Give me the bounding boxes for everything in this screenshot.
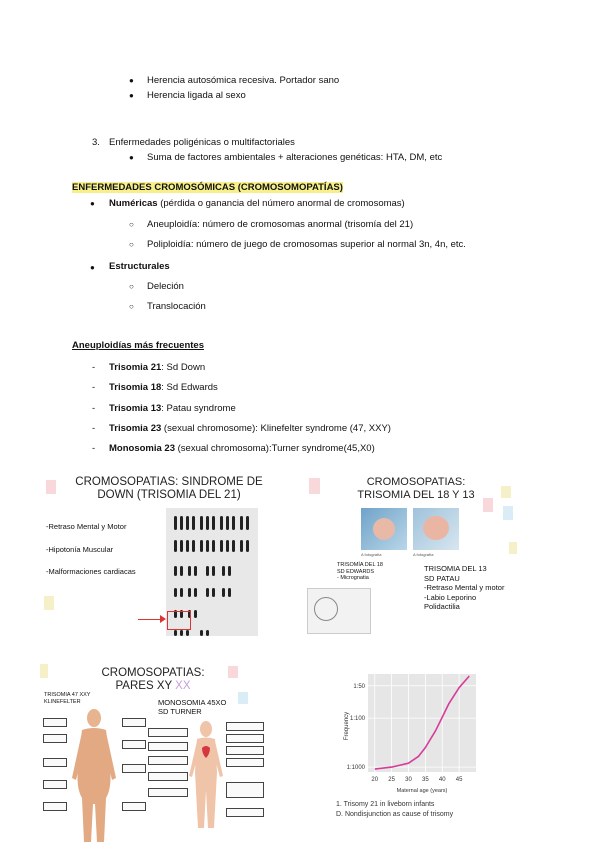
list-item (109, 382, 218, 394)
trisomy-chart (300, 668, 490, 818)
bold-term: Trisomia 23 (109, 423, 162, 434)
slide-trisomy-graph (300, 668, 490, 844)
slide-title-line: DOWN (TRISOMIA DEL 21) (97, 489, 241, 501)
chromosome (174, 566, 177, 576)
label-line: - Micrognatia (337, 575, 369, 581)
section-number: 3. (92, 137, 100, 148)
chromosome (246, 516, 249, 530)
x-tick-label: 30 (405, 777, 412, 783)
chromosome (206, 540, 209, 552)
y-axis-label: Frequency (344, 711, 350, 741)
chromosome (180, 566, 183, 576)
slide-title-line: TRISOMIA DEL 18 Y 13 (357, 489, 475, 501)
chromosome (180, 516, 183, 530)
chromosome (212, 516, 215, 530)
chromosome (186, 516, 189, 530)
callout-box (43, 718, 67, 727)
baby-face (423, 516, 449, 540)
chromosome (222, 588, 225, 597)
chromosome (188, 566, 191, 576)
chromosome (180, 540, 183, 552)
circle-bullet: ○ (129, 302, 134, 311)
klinefelter-body-figure (68, 708, 120, 844)
chromosome (192, 540, 195, 552)
section-heading (72, 182, 343, 194)
label-line: MONOSOMIA 45XO (158, 698, 227, 707)
baby-photo-left (361, 508, 407, 550)
term-description: : Sd Edwards (161, 382, 218, 393)
xx-marks: XX (175, 680, 191, 692)
slide-title (40, 476, 298, 502)
label-line: SD TURNER (158, 707, 202, 716)
list-item (109, 423, 391, 435)
slide-down-syndrome (40, 468, 298, 640)
decor-square (44, 596, 54, 610)
bullet-dot: ● (129, 91, 134, 100)
y-tick-label: 1:50 (353, 683, 365, 690)
chromosome (206, 516, 209, 530)
diagram-circle (314, 597, 338, 621)
chromosome (206, 630, 209, 636)
callout-box (43, 780, 67, 789)
list-item (109, 443, 375, 455)
dash-marker: - (92, 443, 96, 454)
slide-point: -Malformaciones cardiacas (46, 567, 136, 576)
callout-box (148, 756, 188, 765)
turner-label (158, 698, 226, 716)
term-description: : Patau syndrome (161, 403, 236, 414)
y-tick-label: 1:1000 (346, 765, 365, 772)
list-item: Aneuploidía: número de cromosomas anormal (trisomía del 21) (147, 219, 414, 230)
chromosome (174, 630, 177, 636)
label-line: KLINEFELTER (44, 698, 81, 705)
chromosome (226, 540, 229, 552)
section-heading: Aneuploidías más frecuentes (72, 340, 204, 351)
callout-box (148, 742, 188, 751)
graph-caption: 1. Trisomy 21 in liveborn infants (336, 801, 435, 808)
x-tick-label: 20 (371, 777, 379, 783)
chromosome (206, 588, 209, 597)
section-title: Enfermedades poligénicas o multifactoriales (109, 137, 295, 148)
chromosome (194, 588, 197, 597)
chromosome (222, 566, 225, 576)
x-tick-label: 40 (438, 777, 446, 783)
callout-box (226, 734, 264, 743)
chromosome (200, 630, 203, 636)
trisomy-highlight-box (167, 611, 191, 630)
trisomy-18-label (337, 562, 383, 582)
label-line: SD PATAU (424, 573, 460, 583)
chromosome (212, 540, 215, 552)
callout-box (148, 788, 188, 797)
chromosome (174, 540, 177, 552)
plot-area (368, 674, 476, 772)
highlighted-heading: ENFERMEDADES CROMOSÓMICAS (CROMOSOMOPATÍAS) (72, 182, 343, 193)
term-description: (sexual chromosoma):Turner syndrome(45,X0) (175, 443, 375, 454)
list-item: Estructurales (109, 261, 170, 272)
label-line: Polidactilia (424, 602, 460, 611)
callout-box (122, 740, 146, 749)
trisomy-13-label (424, 564, 504, 612)
callout-box (148, 728, 188, 737)
circle-bullet: ○ (129, 220, 134, 229)
list-item: Poliploidía: número de juego de cromosomas superior al normal 3n, 4n, etc. (147, 239, 466, 250)
list-item (109, 198, 405, 210)
bold-term: Numéricas (109, 198, 158, 209)
label-line: TRISOMIA DEL 13 (424, 564, 487, 573)
chromosome (240, 516, 243, 530)
chromosome (212, 566, 215, 576)
bold-term: Trisomia 21 (109, 362, 162, 373)
chromosome (206, 566, 209, 576)
diagram-thumbnail (307, 588, 371, 634)
chromosome (174, 588, 177, 597)
circle-bullet: ○ (129, 240, 134, 249)
callout-box (122, 764, 146, 773)
callout-box (122, 718, 146, 727)
slide-title (305, 476, 527, 502)
list-item: Herencia ligada al sexo (147, 90, 246, 101)
callout-box (226, 746, 264, 755)
chromosome (200, 516, 203, 530)
label-line: SD EDWARDS (337, 568, 375, 575)
graph-caption: D. Nondisjunction as cause of trisomy (336, 811, 454, 818)
term-description: (pérdida o ganancia del número anormal de cromosomas) (157, 198, 405, 209)
label-line: TRISOMÍA DEL 18 (337, 562, 383, 568)
decor-square (238, 692, 248, 704)
dash-marker: - (92, 423, 96, 434)
arrow-icon (160, 615, 166, 623)
photo-caption: A fotografía (413, 552, 434, 557)
bold-term: Trisomia 13 (109, 403, 162, 414)
chromosome (220, 540, 223, 552)
list-item: Deleción (147, 281, 184, 292)
chromosome (232, 516, 235, 530)
chromosome (240, 540, 243, 552)
chromosome (212, 588, 215, 597)
chromosome (228, 588, 231, 597)
chromosome (192, 516, 195, 530)
slide-point: -Hipotonía Muscular (46, 545, 114, 554)
decor-square (503, 506, 513, 520)
title-text: PARES XY (115, 680, 172, 692)
baby-photo-right (413, 508, 459, 550)
callout-box (226, 782, 264, 798)
bold-term: Trisomia 18 (109, 382, 162, 393)
label-line: -Labio Leporino (424, 592, 477, 602)
bullet-dot: ● (90, 199, 95, 208)
slide-trisomy-18-13 (305, 468, 527, 640)
photo-caption: A fotografía (361, 552, 382, 557)
chromosome (226, 516, 229, 530)
bullet-dot: ● (129, 153, 134, 162)
slide-title-line: CROMOSOPATIAS: (101, 667, 205, 679)
callout-box (122, 802, 146, 811)
slide-title-line: CROMOSOPATIAS: SINDROME DE (75, 476, 263, 488)
term-description: : Sd Down (161, 362, 206, 373)
list-item: Herencia autosómica recesiva. Portador sano (147, 75, 340, 86)
circle-bullet: ○ (129, 282, 134, 291)
chromosome (220, 516, 223, 530)
callout-box (226, 808, 264, 817)
chromosome (228, 566, 231, 576)
chromosome (232, 540, 235, 552)
chromosome (186, 540, 189, 552)
bullet-dot: ● (90, 263, 95, 272)
callout-box (226, 758, 264, 767)
term-description: (sexual chromosome): Klinefelter syndrome (47, XXY) (161, 423, 391, 434)
chromosome (194, 566, 197, 576)
callout-box (43, 802, 67, 811)
list-item: Suma de factores ambientales + alteraciones genéticas: HTA, DM, etc (147, 152, 443, 163)
list-item (109, 362, 205, 374)
slide-title-line: CROMOSOPATIAS: (366, 476, 466, 488)
slide-xy-pairs (40, 662, 266, 844)
bullet-dot: ● (129, 76, 134, 85)
chromosome (180, 588, 183, 597)
callout-box (43, 758, 67, 767)
decor-square (509, 542, 517, 554)
x-tick-label: 45 (455, 777, 463, 783)
dash-marker: - (92, 382, 96, 393)
turner-body-figure (186, 720, 226, 830)
chromosome (200, 540, 203, 552)
callout-box (43, 734, 67, 743)
x-tick-label: 35 (422, 777, 429, 783)
chromosome (188, 588, 191, 597)
list-item: Translocación (147, 301, 206, 312)
label-line: TRISOMIA 47 XXY (44, 692, 91, 698)
dash-marker: - (92, 403, 96, 414)
y-tick-label: 1:100 (349, 716, 365, 723)
x-axis-label: Maternal age (years) (396, 788, 448, 794)
bold-term: Monosomia 23 (109, 443, 175, 454)
chromosome (246, 540, 249, 552)
slide-title (40, 667, 266, 693)
chromosome (194, 610, 197, 618)
chromosome (186, 630, 189, 636)
dash-marker: - (92, 362, 96, 373)
callout-box (226, 722, 264, 731)
baby-face (373, 518, 395, 540)
x-tick-label: 25 (388, 777, 395, 783)
chromosome (180, 630, 183, 636)
chromosome (174, 516, 177, 530)
callout-box (148, 772, 188, 781)
slide-point: -Retraso Mental y Motor (46, 522, 127, 531)
list-item (109, 403, 236, 415)
klinefelter-label (44, 692, 90, 705)
label-line: -Retraso Mental y motor (424, 583, 505, 592)
